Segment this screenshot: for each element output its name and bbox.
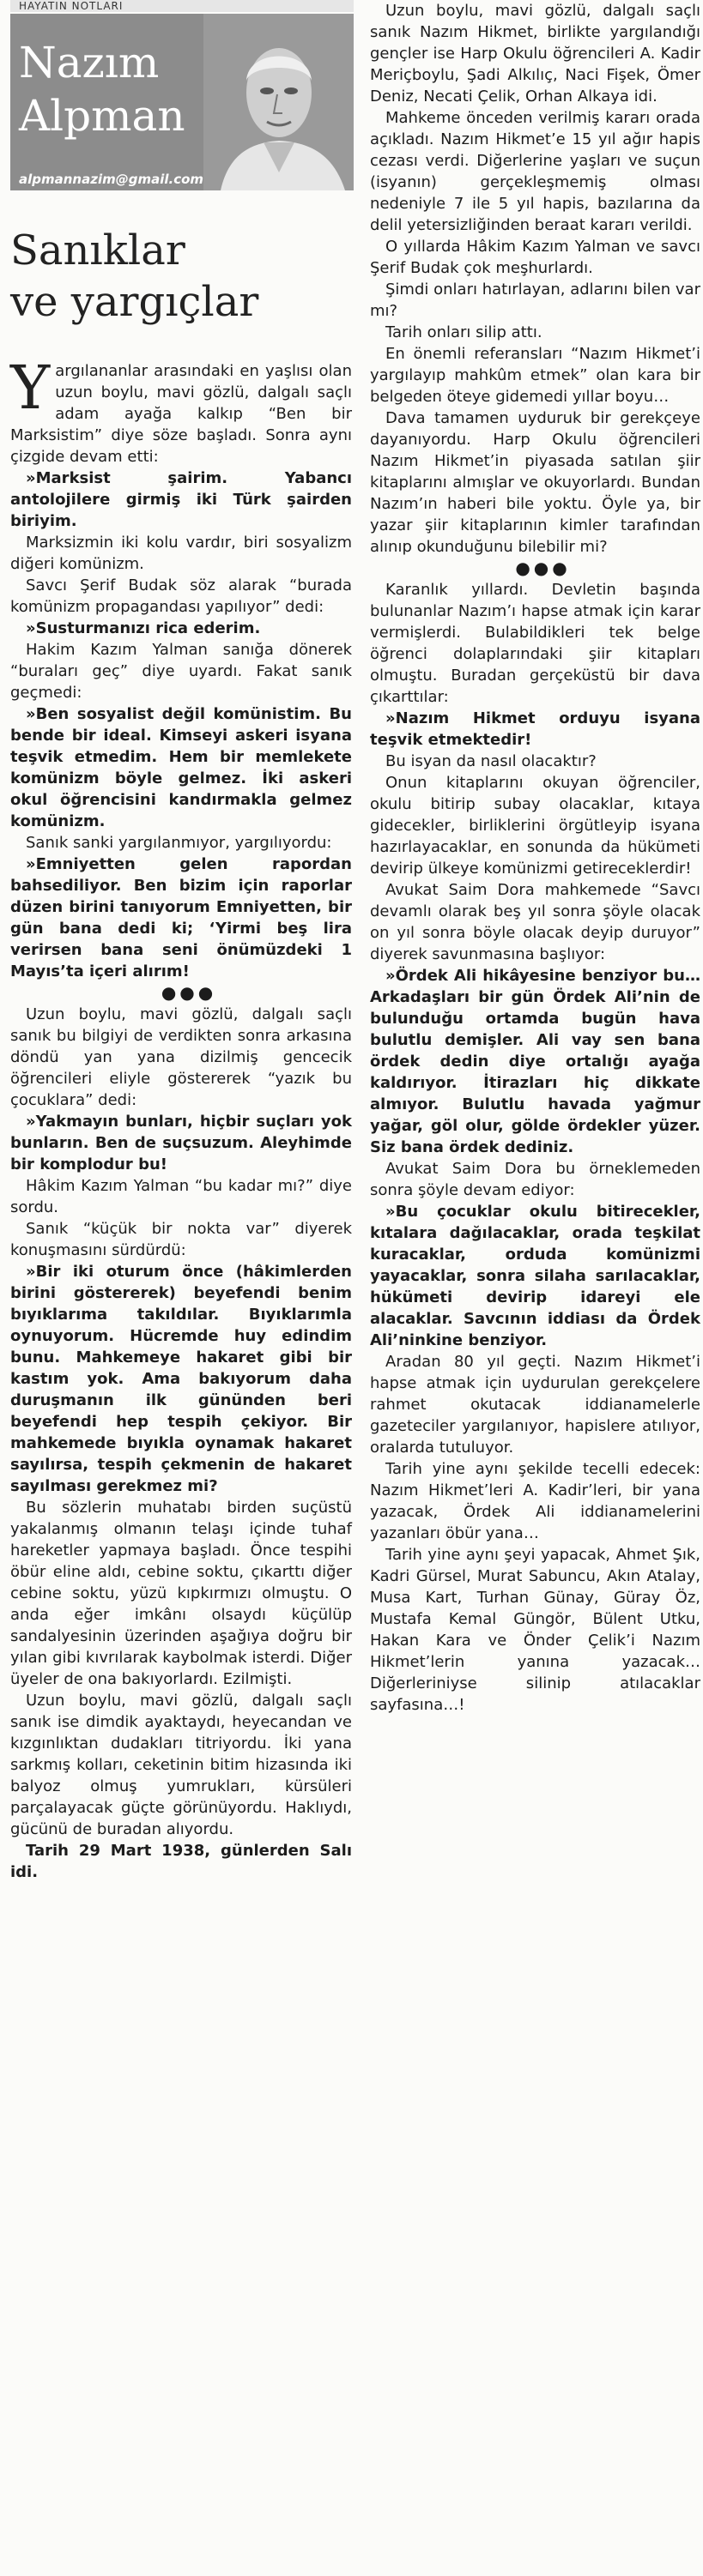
quote-paragraph: »Yakmayın bunları, hiçbir suçları yok bunların. Ben de suçsuzum. Aleyhimde bir komplodur bu! — [10, 1113, 352, 1173]
quote-paragraph: »Ördek Ali hikâyesine benziyor bu… Arkadaşları bir gün Ördek Ali’nin de bulunduğu ortamda bugün hava bulutlu demişler. Ali vay sen bana ördek dedin diye ortalığı ayağa kaldırıyor. İtirazları hiç dikkate almıyor. Bulutlu havada yağmur yağar, göl olur, gölde ördekler yüzer. Siz bana ördek dediniz. — [370, 967, 700, 1156]
body-paragraph: Tarih yine aynı şekilde tecelli edecek: Nazım Hikmet’leri A. Kadir’leri, bir yana yazacak, Ördek Ali iddianamelerini yazanları öbür yana… — [370, 1460, 700, 1542]
author-portrait-image — [203, 14, 354, 190]
article-headline — [10, 225, 258, 328]
headline-line-2: ve yargıçlar — [10, 278, 259, 326]
body-paragraph — [10, 353, 352, 468]
body-paragraph: Onun kitaplarını okuyan öğrenciler, okulu bitirip subay olacaklar, kıtaya gidecekler, birliklerini örgütleyip isyana hazırlayacaklar, en sonunda da hükümeti devirip ülkeye komünizmi getireceklerdir! — [370, 774, 700, 878]
quote-paragraph: »Susturmanızı rica ederim. — [26, 619, 261, 637]
body-paragraph: O yıllarda Hâkim Kazım Yalman ve savcı Şerif Budak çok meşhurlardı. — [370, 238, 700, 277]
body-paragraph: Uzun boylu, mavi gözlü, dalgalı saçlı sanık ise dimdik ayaktaydı, heyecandan ve kızgınlıktan dudakları titriyordu. İki yana sarkmış kolları, ceketinin bitim hizasında iki balyoz olmuş yumrukları, kürsüleri parçalayacak güçte görünüyordu. Haklıydı, gücünü de buradan alıyordu. — [10, 1692, 352, 1838]
body-paragraph: Sanık “küçük bir nokta var” diyerek konuşmasını sürdürdü: — [10, 1220, 352, 1259]
body-paragraph: Uzun boylu, mavi gözlü, dalgalı saçlı sanık Nazım Hikmet, birlikte yargılandığı gençler ise Harp Okulu öğrencileri A. Kadir Meriçboylu, Şadi Alkılıç, Naci Fişek, Ömer Deniz, Necati Çelik, Orhan Alkaya idi. — [370, 2, 700, 106]
body-paragraph: Uzun boylu, mavi gözlü, dalgalı saçlı sanık bu bilgiyi de verdikten sonra arkasına döndü yan yana dizilmiş gencecik öğrencileri eliyle göstererek “yazık bu çocuklara” dedi: — [10, 1005, 352, 1109]
body-paragraph: Tarih yine aynı şeyi yapacak, Ahmet Şık, Kadri Gürsel, Murat Sabuncu, Akın Atalay, Musa Kart, Turhan Günay, Güray Öz, Mustafa Kemal Güngör, Bülent Utku, Hakan Kara ve Önder Çelik’i Nazım Hikmet’lerin yanına yazacak… Diğerleriniyse silinip atılacaklar sayfasına…! — [370, 1546, 700, 1714]
body-paragraph: Hakim Kazım Yalman sanığa dönerek “buraları geç” diye uyardı. Fakat sanık geçmedi: — [10, 641, 352, 702]
body-paragraph: Sanık sanki yargılanmıyor, yargılıyordu: — [26, 834, 332, 852]
quote-paragraph: »Ben sosyalist değil komünistim. Bu bende bir ideal. Kimseyi askeri isyana teşvik etmedim. Hem bir memlekete komünizm böyle gelmez. İki askeri okul öğrencisini kandırmakla gelmez komünizm. — [10, 705, 352, 830]
author-email: alpmannazim@gmail.com — [19, 172, 204, 187]
right-column — [370, 0, 703, 2576]
author-header — [10, 14, 354, 190]
body-paragraph: Savcı Şerif Budak söz alarak “burada komünizm propagandası yapılıyor” dedi: — [10, 576, 352, 616]
column-rubric: HAYATIN NOTLARI — [10, 0, 354, 12]
author-first-name: Nazım — [19, 38, 160, 87]
body-paragraph: Aradan 80 yıl geçti. Nazım Hikmet’i hapse atmak için uydurulan gerekçelere rahmet okutacak iddianamelerle gazeteciler yargılanıyor, hapislere atılıyor, oralarda tutuluyor. — [370, 1353, 700, 1457]
drop-cap: Y — [10, 353, 51, 423]
article-body-right — [370, 0, 700, 1716]
body-paragraph: Avukat Saim Dora mahkemede “Savcı devamlı olarak beş yıl sonra şöyle olacak on yıl sonra böyle olacak deyip duruyor” diyerek savunmasına başlıyor: — [370, 881, 700, 963]
quote-paragraph: »Bu çocuklar okulu bitirecekler, kıtalara dağılacaklar, orada teşkilat kuracaklar, orduda komünizmi yayacaklar, sonra silaha sarılacaklar, hükümeti devirip idareyi ele alacaklar. Savcının iddiası da Ördek Ali’ninkine benziyor. — [370, 1203, 700, 1349]
body-paragraph: En önemli referansları “Nazım Hikmet’i yargılayıp mahkûm etmek” olan kara bir belgeden öteye gidemedi yıllar boyu… — [370, 345, 700, 406]
article-body-left — [10, 353, 352, 1883]
body-paragraph: Bu isyan da nasıl olacaktır? — [385, 752, 597, 770]
body-paragraph: Bu sözlerin muhatabı birden suçüstü yakalanmış olmanın telaşı içinde tuhaf hareketler yapmaya başladı. Önce tespihi öbür eline aldı, cebine soktu, çıkarttı diğer cebine soktu, yüzü kıpkırmızı olmuştu. O anda eğer imkânı olsaydı küçülüp sandalyesinin üzerinden aşağıya doğru bir yılan gibi kıvrılarak kaybolmak isterdi. Diğer üyeler de ona bakıyorlardı. Ezilmişti. — [10, 1499, 352, 1688]
body-paragraph: Mahkeme önceden verilmiş kararı orada açıkladı. Nazım Hikmet’e 15 yıl ağır hapis cezası verdi. Diğerlerine yaşları ve suçun (isyanın) gerçekleşmemiş olması nedeniyle 7 ile 5 yıl hapis, bazılarına da delil yetersizliğinden beraat kararı verildi. — [370, 109, 700, 234]
body-paragraph: Hâkim Kazım Yalman “bu kadar mı?” diye sordu. — [10, 1177, 352, 1216]
quote-paragraph: »Marksist şairim. Yabancı antolojilere girmiş iki Türk şairden biriyim. — [10, 469, 352, 530]
section-separator: ●●● — [161, 982, 217, 1003]
body-paragraph: Dava tamamen uyduruk bir gerekçeye dayanıyordu. Harp Okulu öğrencileri Nazım Hikmet’in piyasada satılan şiir kitaplarını almışlar ve okuyorlardı. Bundan Nazım’ın haberi bile yoktu. Öyle ya, bir yazar şiir kitaplarının kimler tarafından alınıp okunduğunu bilebilir mi? — [370, 409, 700, 556]
headline-line-1: Sanıklar — [10, 226, 185, 274]
author-last-name: Alpman — [19, 91, 185, 141]
quote-paragraph: Tarih 29 Mart 1938, günlerden Salı idi. — [10, 1842, 352, 1881]
paragraph-text: argılananlar arasındaki en yaşlısı olan uzun boylu, mavi gözlü, dalgalı saçlı adam ayağa kalkıp “Ben bir Marksistim” diye söze başladı. Sonra aynı çizgide devam etti: — [10, 362, 352, 466]
body-paragraph: Şimdi onları hatırlayan, adlarını bilen var mı? — [370, 281, 700, 320]
quote-paragraph: »Nazım Hikmet orduyu isyana teşvik etmektedir! — [370, 709, 700, 749]
quote-paragraph: »Emniyetten gelen rapordan bahsediliyor. Ben bizim için raporlar düzen birini tanıyorum Emniyetten, bir gün bana dedi ki; ‘Yirmi beş lira verirsen bana seni önümüzdeki 1 Mayıs’ta içeri alırım! — [10, 855, 352, 980]
body-paragraph: Marksizmin iki kolu vardır, biri sosyalizm diğeri komünizm. — [10, 534, 352, 573]
body-paragraph: Avukat Saim Dora bu örneklemeden sonra şöyle devam ediyor: — [370, 1160, 700, 1199]
quote-paragraph: »Bir iki oturum önce (hâkimlerden birini göstererek) beyefendi benim bıyıklarıma takıldılar. Bıyıklarımla oynuyorum. Hücremde huy edindim bunu. Mahkemeye hakaret gibi bir kastım yok. Ama bakıyorum daha duruşmanın ilk gününden beri beyefendi hep tespih çekiyor. Bir mahkemede bıyıkla oynamak hakaret sayılırsa, tespih çekmenin de hakaret sayılması gerekmez mi? — [10, 1263, 352, 1495]
body-paragraph: Karanlık yıllardı. Devletin başında bulunanlar Nazım’ı hapse atmak için karar vermişlerdi. Bulabildikleri tek belge öğrenci dolaplarındaki şiir kitapları olmuştu. Buradan gerçeküstü bir dava çıkarttılar: — [370, 581, 700, 706]
section-separator: ●●● — [515, 558, 571, 578]
body-paragraph: Tarih onları silip attı. — [385, 323, 542, 341]
author-name — [19, 36, 185, 142]
